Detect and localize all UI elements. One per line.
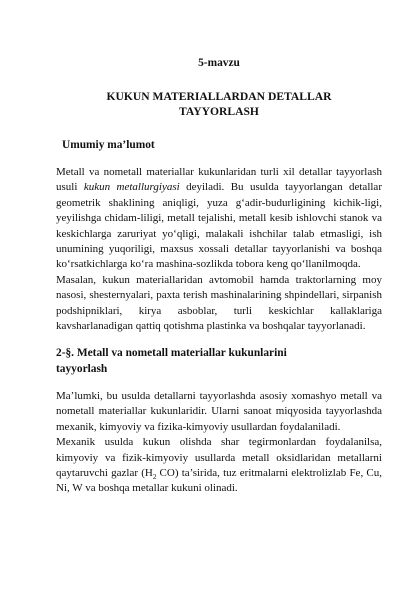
paragraph-methods-part1: Mexanik usulda kukun olishda shar tegirmonlardan foydalanilsa, kimyoviy va fizik-kimyoviy usullarda metall oksidlaridan metallarni qaytaruvchi gazlar (H: [56, 436, 382, 479]
section-heading: 2-§. Metall va nometall materiallar kukunlarini tayyorlash: [56, 347, 287, 375]
paragraph-examples: Masalan, kukun materiallaridan avtomobil hamda traktorlarning moy nasosi, shesternyalari, paxta terish mashinalarining shpindellari, sirpanish podshipniklari, kirya asboblar, turli keskichlar kallaklariga kavsharlanadigan qattiq qotishma plastinka va boshqalar tayyorlanadi.: [56, 273, 382, 333]
page-title: KUKUN MATERIALLARDAN DETALLAR TAYYORLASH: [106, 90, 332, 118]
subheading: Umumiy ma’lumot: [62, 139, 155, 151]
paragraph-raw-materials: Ma’lumki, bu usulda detallarni tayyorlashda asosiy xomashyo metall va nometall materiallar kukunlaridir. Ularni sanoat miqyosida tayyorlashda mexanik, kimyoviy va fizika-kimyoviy usullardan foydalaniladi.: [56, 389, 382, 433]
paragraph-intro: [56, 165, 382, 273]
topic-number: 5-mavzu: [198, 57, 240, 69]
paragraph-intro-part2: deyiladi. Bu usulda tayyorlangan detallar geometrik shaklining aniqligi, yuza g‘adir-budurligining kichik-ligi, yeyilishga chidam-liligi, metall tejalishi, metall kesib ishlovchi stanok va keskichlarga zaruriyat yo‘qligi, malakali ishchilar talab etmasligi, ish unumining yuqoriligi, maxsus xossali detallar tayyorlanishi va boshqa ko‘rsatkichlarga ko‘ra mashina-sozlikda tobora keng qo‘llanilmoqda.: [56, 181, 382, 271]
term-kukun-metallurgiyasi: kukun metallurgiyasi: [83, 181, 180, 194]
subscript-2: 2: [152, 473, 157, 482]
paragraph-methods-part2: CO) ta’sirida, tuz eritmalarni elektrolizlab Fe, Cu, Ni, W va boshqa metallar kukuni olinadi.: [56, 466, 382, 495]
paragraph-intro-part1: Metall va nometall materiallar kukunlaridan turli xil detallar tayyorlash usuli: [56, 166, 382, 194]
paragraph-methods: [56, 435, 382, 497]
